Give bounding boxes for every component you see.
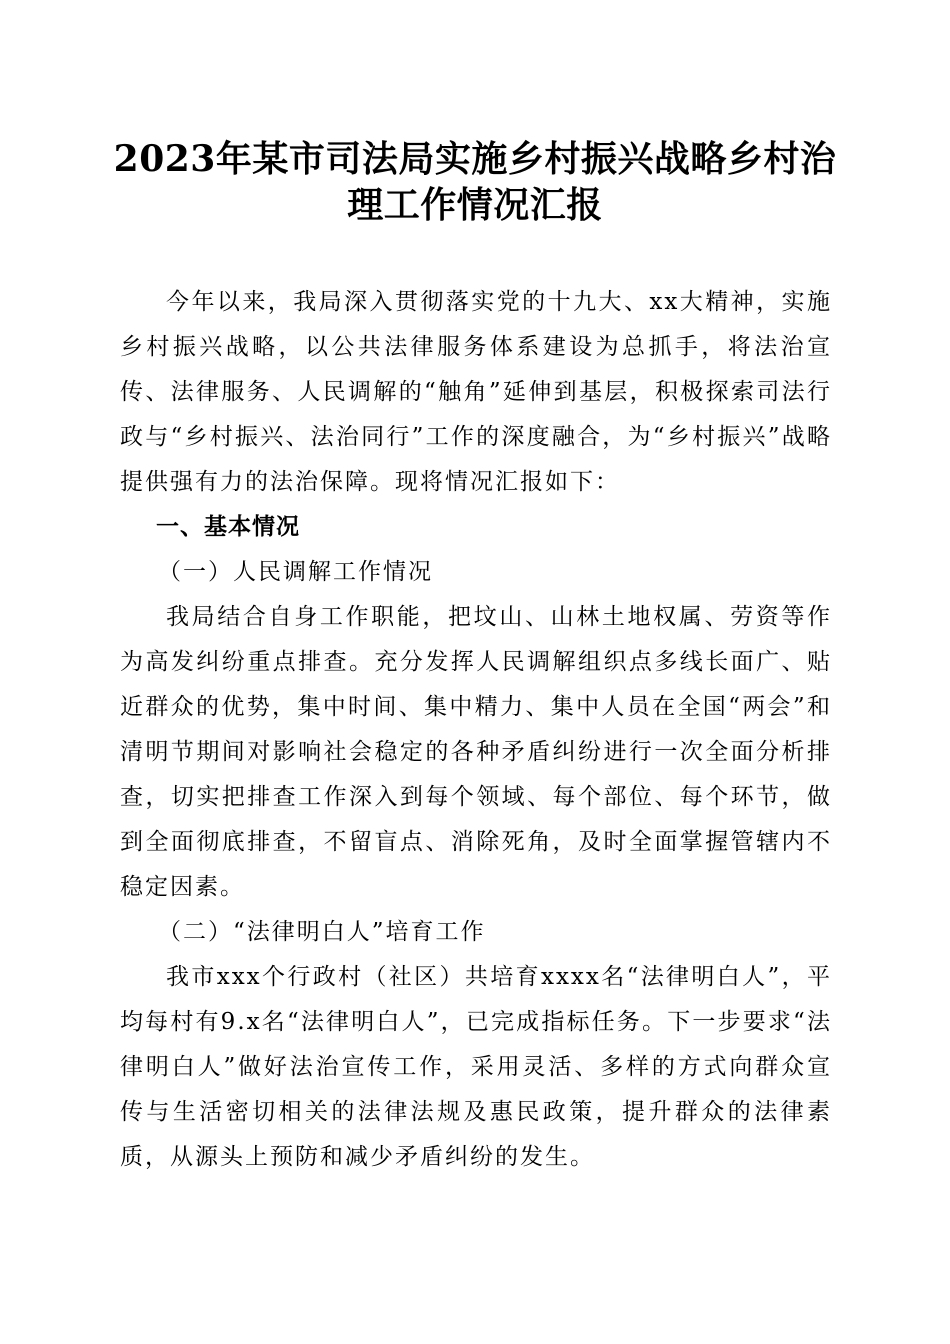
subsection-heading-legal-persons: （二）“法律明白人”培育工作 bbox=[158, 919, 486, 945]
intro-paragraph: 今年以来，我局深入贯彻落实党的十九大、xx大精神，实施乡村振兴战略，以公共法律服务体系建设为总抓手，将法治宣传、法律服务、人民调解的“触角”延伸到基层，积极探索司法行政与“乡村振兴、法治同行”工作的深度融合，为“乡村振兴”战略提供强有力的法治保障。现将情况汇报如下： bbox=[120, 289, 832, 495]
mediation-paragraph: 我局结合自身工作职能，把坟山、山林土地权属、劳资等作为高发纠纷重点排查。充分发挥人民调解组织点多线长面广、贴近群众的优势，集中时间、集中精力、集中人员在全国“两会”和清明节期间对影响社会稳定的各种矛盾纠纷进行一次全面分析排查，切实把排查工作深入到每个领域、每个部位、每个环节，做到全面彻底排查，不留盲点、消除死角，及时全面掌握管辖内不稳定因素。 bbox=[120, 604, 832, 900]
document-title: 2023年某市司法局实施乡村振兴战略乡村治理工作情况汇报 bbox=[113, 138, 837, 226]
section-heading-basic-situation: 一、基本情况 bbox=[156, 514, 300, 540]
legal-persons-paragraph: 我市xxx个行政村（社区）共培育xxxx名“法律明白人”，平均每村有9.x名“法律明白人”，已完成指标任务。下一步要求“法律明白人”做好法治宣传工作，采用灵活、多样的方式向群众宣传与生活密切相关的法律法规及惠民政策，提升群众的法律素质，从源头上预防和减少矛盾纠纷的发生。 bbox=[120, 964, 832, 1170]
subsection-heading-mediation: （一）人民调解工作情况 bbox=[158, 559, 433, 585]
document-body bbox=[120, 280, 832, 1180]
